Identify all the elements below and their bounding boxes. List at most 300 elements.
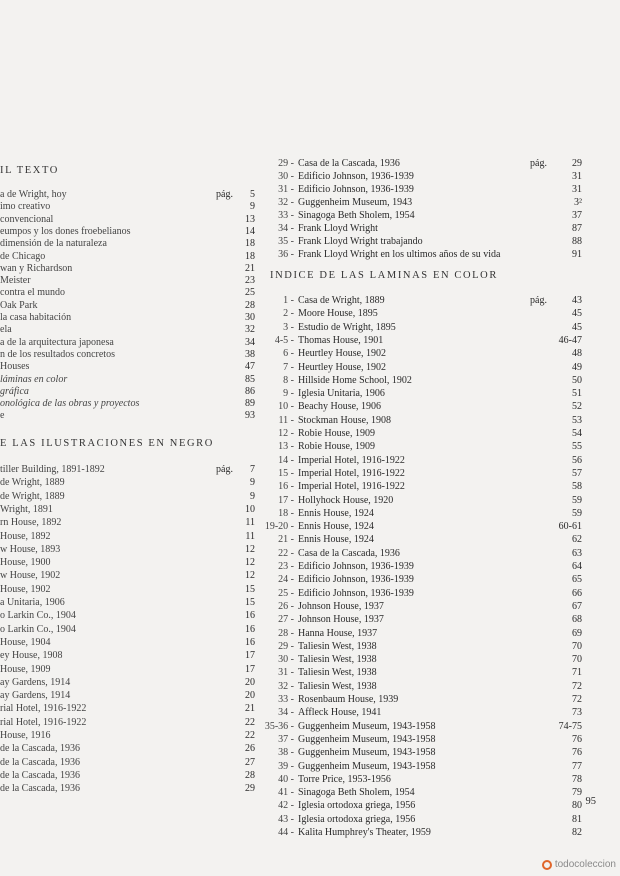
watermark-logo-icon [542, 860, 552, 870]
index-entry [262, 520, 582, 533]
entry-title: la casa habitación [0, 312, 72, 323]
entry-title: Sinagoga Beth Sholem, 1954 [298, 787, 415, 799]
entry-number: 8 - [283, 374, 294, 386]
entry-number: 2 - [283, 308, 294, 320]
entry-number: 39 - [278, 760, 294, 772]
entry-title: Hillside Home School, 1902 [298, 374, 412, 386]
index-entry [0, 782, 255, 795]
entry-page: 23 [245, 275, 255, 287]
index-entry [262, 361, 582, 374]
entry-title: w House, 1893 [0, 543, 61, 555]
entry-page: 48 [572, 348, 582, 360]
entry-page: 53 [572, 414, 582, 426]
entry-title: wan y Richardson [0, 262, 73, 274]
index-entry [262, 414, 582, 427]
entry-number: 1 - [283, 295, 294, 306]
entry-title: eumpos y los dones froebelianos [0, 225, 131, 237]
entry-title: Taliesin West, 1938 [298, 680, 377, 692]
entry-page: 27 [245, 756, 255, 768]
entry-title: Imperial Hotel, 1916-1922 [298, 481, 405, 493]
entry-page: 3² [574, 197, 582, 208]
entry-page: 9 [250, 490, 255, 502]
index-entry [0, 702, 255, 715]
entry-page: 59 [572, 494, 582, 506]
index-entry [262, 799, 582, 812]
entry-page: 80 [572, 800, 582, 812]
entry-page: 43 [572, 295, 582, 306]
index-entry [0, 609, 255, 622]
illustrations-heading: E LAS ILUSTRACIONES EN NEGRO [0, 438, 214, 449]
pag-label: pág. [530, 158, 547, 169]
index-entry [262, 693, 582, 706]
pag-label: pág. [216, 464, 233, 475]
entry-number: 33 - [278, 694, 294, 705]
entry-page: 45 [572, 321, 582, 333]
entry-page: 15 [245, 597, 255, 608]
entry-title: Houses [0, 361, 30, 373]
entry-page: 28 [245, 299, 255, 311]
index-entry [0, 286, 255, 299]
entry-number: 10 - [278, 401, 294, 413]
entry-page: 82 [572, 827, 582, 838]
entry-number: 6 - [283, 348, 294, 360]
entry-title: Thomas House, 1901 [298, 334, 384, 346]
index-entry [262, 427, 582, 440]
index-entry [0, 348, 255, 361]
entry-page: 18 [245, 238, 255, 250]
entry-number: 22 - [278, 547, 294, 559]
entry-page: 22 [245, 716, 255, 728]
entry-number: 33 - [278, 210, 294, 221]
entry-number: 14 - [278, 454, 294, 466]
index-entry [0, 237, 255, 250]
index-entry [0, 583, 255, 596]
index-entry [262, 196, 582, 209]
entry-title: de la Cascada, 1936 [0, 756, 80, 768]
entry-title: Kalita Humphrey's Theater, 1959 [298, 827, 431, 838]
index-entry [262, 560, 582, 573]
entry-page: 49 [572, 361, 582, 373]
entry-number: 4-5 - [274, 334, 294, 346]
entry-page: 56 [572, 454, 582, 466]
entry-title: de la Cascada, 1936 [0, 769, 80, 781]
index-entry [0, 311, 255, 324]
entry-number: 11 - [278, 414, 294, 426]
index-entry [0, 213, 255, 226]
entry-title: ay Gardens, 1914 [0, 690, 71, 702]
entry-title: Ennis House, 1924 [298, 534, 374, 546]
entry-page: 93 [245, 410, 255, 422]
entry-number: 44 - [278, 827, 294, 838]
index-entry [262, 480, 582, 493]
entry-title: e [0, 410, 5, 422]
entry-page: 31 [572, 184, 582, 195]
entry-number: 29 - [278, 640, 294, 652]
entry-page: 69 [572, 627, 582, 639]
entry-title: Casa de Wright, 1889 [298, 295, 385, 306]
entry-number: 29 - [278, 158, 294, 169]
entry-page: 13 [245, 213, 255, 225]
entry-page: 9 [250, 477, 255, 489]
entry-number: 24 - [278, 574, 294, 586]
entry-title: o Larkin Co., 1904 [0, 610, 76, 622]
index-entry [262, 547, 582, 560]
entry-title: Johnson House, 1937 [298, 600, 384, 612]
index-entry [0, 188, 255, 201]
entry-title: Robie House, 1909 [298, 428, 375, 439]
entry-page: 14 [245, 225, 255, 237]
index-entry [262, 170, 582, 183]
index-entry [262, 653, 582, 666]
index-entry [262, 813, 582, 826]
entry-page: 18 [245, 250, 255, 262]
index-entry [262, 613, 582, 626]
entry-title: Guggenheim Museum, 1943 [298, 197, 413, 208]
entry-page: 87 [572, 223, 582, 234]
entry-title: convencional [0, 213, 54, 225]
entry-page: 12 [245, 543, 255, 555]
index-entry [0, 200, 255, 213]
entry-page: 28 [245, 769, 255, 781]
entry-page: 70 [572, 640, 582, 652]
entry-title: ey House, 1908 [0, 650, 63, 662]
index-entry [0, 373, 255, 386]
index-entry [0, 769, 255, 782]
index-entry [262, 374, 582, 387]
index-entry [0, 503, 255, 516]
index-entry [0, 530, 255, 543]
entry-page: 74-75 [558, 720, 582, 732]
entry-number: 17 - [278, 494, 294, 506]
entry-number: 19-20 - [264, 521, 294, 533]
entry-page: 78 [572, 773, 582, 785]
index-entry [262, 680, 582, 693]
entry-title: ela [0, 324, 12, 336]
index-entry [262, 627, 582, 640]
entry-title: House, 1916 [0, 730, 51, 741]
entry-title: Ennis House, 1924 [298, 507, 374, 519]
entry-page: 34 [245, 336, 255, 348]
entry-title: Sinagoga Beth Sholem, 1954 [298, 210, 415, 221]
entry-number: 25 - [278, 587, 294, 599]
index-entry [262, 826, 582, 839]
entry-page: 63 [572, 547, 582, 559]
entry-title: Imperial Hotel, 1916-1922 [298, 454, 405, 466]
entry-title: a de Wright, hoy [0, 189, 67, 200]
index-entry [0, 262, 255, 275]
entry-page: 71 [572, 667, 582, 679]
entry-title: de Chicago [0, 250, 46, 262]
entry-number: 15 - [278, 467, 294, 479]
entry-number: 27 - [278, 614, 294, 626]
entry-page: 9 [250, 201, 255, 213]
entry-title: onológica de las obras y proyectos [0, 398, 140, 410]
entry-number: 9 - [283, 388, 294, 400]
watermark-text: todocoleccion [554, 859, 616, 870]
index-entry [262, 157, 582, 170]
entry-page: 72 [572, 694, 582, 705]
index-entry [0, 476, 255, 489]
index-entry [262, 746, 582, 759]
entry-number: 30 - [278, 654, 294, 666]
index-entry [262, 440, 582, 453]
entry-number: 7 - [283, 361, 294, 373]
entry-page: 59 [572, 507, 582, 519]
entry-title: House, 1900 [0, 557, 51, 569]
entry-page: 32 [245, 324, 255, 336]
index-entry [262, 600, 582, 613]
entry-title: Guggenheim Museum, 1943-1958 [298, 733, 436, 745]
entry-title: Moore House, 1895 [298, 308, 378, 320]
entry-title: Edificio Johnson, 1936-1939 [298, 171, 414, 182]
index-entry [262, 222, 582, 235]
entry-number: 21 - [278, 534, 294, 546]
entry-title: Iglesia Unitaria, 1906 [298, 388, 385, 400]
index-entry [0, 649, 255, 662]
index-entry [262, 573, 582, 586]
entry-number: 35 - [278, 236, 294, 247]
entry-title: gráfica [0, 385, 29, 397]
index-entry [262, 773, 582, 786]
entry-page: 76 [572, 733, 582, 745]
index-entry [262, 533, 582, 546]
index-entry [262, 387, 582, 400]
entry-title: rial Hotel, 1916-1922 [0, 716, 87, 728]
index-entry [262, 507, 582, 520]
entry-title: tiller Building, 1891-1892 [0, 464, 105, 475]
entry-title: Casa de la Cascada, 1936 [298, 547, 400, 559]
entry-number: 26 - [278, 600, 294, 612]
entry-page: 66 [572, 587, 582, 599]
entry-page: 65 [572, 574, 582, 586]
entry-page: 26 [245, 743, 255, 755]
entry-title: Rosenbaum House, 1939 [298, 694, 399, 705]
index-entry [0, 663, 255, 676]
index-entry [262, 209, 582, 222]
entry-number: 42 - [278, 800, 294, 812]
index-entry [262, 307, 582, 320]
entry-title: Frank Lloyd Wright en los ultimos años de su vida [298, 249, 501, 260]
entry-title: Hollyhock House, 1920 [298, 494, 394, 506]
entry-title: o Larkin Co., 1904 [0, 623, 76, 635]
index-entry [262, 733, 582, 746]
index-entry [0, 299, 255, 312]
index-entry [0, 689, 255, 702]
entry-page: 16 [245, 623, 255, 635]
entry-title: de Wright, 1889 [0, 490, 65, 502]
entry-title: de la Cascada, 1936 [0, 743, 80, 755]
index-entry [262, 786, 582, 799]
entry-page: 17 [245, 663, 255, 675]
entry-page: 60-61 [558, 521, 582, 533]
entry-number: 28 - [278, 627, 294, 639]
index-entry [0, 360, 255, 373]
entry-page: 29 [572, 158, 582, 169]
index-entry [262, 494, 582, 507]
entry-title: Taliesin West, 1938 [298, 640, 377, 652]
entry-page: 89 [245, 398, 255, 410]
entry-page: 5 [250, 189, 255, 200]
index-entry [0, 274, 255, 287]
entry-title: Johnson House, 1937 [298, 614, 384, 626]
entry-title: Imperial Hotel, 1916-1922 [298, 467, 405, 479]
entry-page: 12 [245, 570, 255, 582]
entry-title: House, 1902 [0, 583, 51, 595]
entry-title: Taliesin West, 1938 [298, 667, 377, 679]
entry-number: 34 - [278, 707, 294, 719]
index-entry [0, 225, 255, 238]
entry-page: 73 [572, 707, 582, 719]
index-entry [262, 183, 582, 196]
index-entry [262, 294, 582, 307]
entry-page: 45 [572, 308, 582, 320]
index-entry [0, 323, 255, 336]
entry-page: 50 [572, 374, 582, 386]
entry-title: Heurtley House, 1902 [298, 361, 387, 373]
index-entry [0, 490, 255, 503]
entry-page: 25 [245, 287, 255, 299]
entry-number: 13 - [278, 441, 294, 453]
index-entry [262, 347, 582, 360]
index-entry [262, 720, 582, 733]
left-heading: IL TEXTO [0, 165, 59, 176]
entry-page: 72 [572, 680, 582, 692]
entry-page: 47 [245, 361, 255, 373]
entry-number: 31 - [278, 184, 294, 195]
index-entry [0, 636, 255, 649]
entry-number: 31 - [278, 667, 294, 679]
entry-title: Robie House, 1909 [298, 441, 375, 453]
entry-number: 30 - [278, 171, 294, 182]
color-plates-heading: INDICE DE LAS LAMINAS EN COLOR [270, 270, 498, 281]
entry-number: 32 - [278, 680, 294, 692]
entry-title: Iglesia ortodoxa griega, 1956 [298, 800, 416, 812]
pag-label: pág. [530, 295, 547, 306]
index-entry [262, 334, 582, 347]
entry-title: House, 1909 [0, 663, 51, 675]
entry-page: 21 [245, 262, 255, 274]
entry-page: 29 [245, 783, 255, 795]
entry-page: 12 [245, 557, 255, 569]
entry-page: 17 [245, 650, 255, 662]
entry-number: 43 - [278, 813, 294, 825]
index-entry [0, 516, 255, 529]
entry-title: imo creativo [0, 201, 51, 213]
index-entry [0, 409, 255, 422]
entry-title: de la Cascada, 1936 [0, 783, 80, 795]
entry-number: 36 - [278, 249, 294, 260]
index-entry [0, 729, 255, 742]
entry-page: 15 [245, 583, 255, 595]
entry-number: 38 - [278, 747, 294, 759]
entry-page: 62 [572, 534, 582, 546]
entry-title: láminas en color [0, 373, 68, 385]
entry-number: 18 - [278, 507, 294, 519]
index-entry [262, 454, 582, 467]
entry-title: Frank Lloyd Wright [298, 223, 378, 234]
entry-title: Edificio Johnson, 1936-1939 [298, 587, 414, 599]
entry-number: 23 - [278, 561, 294, 572]
entry-page: 76 [572, 747, 582, 759]
index-entry [0, 676, 255, 689]
entry-page: 54 [572, 428, 582, 439]
entry-page: 77 [572, 760, 582, 772]
entry-title: Oak Park [0, 299, 38, 311]
entry-page: 79 [572, 787, 582, 799]
entry-page: 58 [572, 481, 582, 493]
entry-title: n de los resultados concretos [0, 348, 115, 360]
watermark [542, 859, 616, 870]
entry-page: 22 [245, 730, 255, 741]
index-entry [0, 556, 255, 569]
page-number: 95 [585, 796, 596, 807]
entry-title: House, 1892 [0, 530, 51, 542]
entry-page: 52 [572, 401, 582, 413]
entry-page: 91 [572, 249, 582, 260]
entry-page: 46-47 [558, 334, 582, 346]
entry-title: dimensión de la naturaleza [0, 238, 107, 250]
index-entry [0, 543, 255, 556]
entry-title: Casa de la Cascada, 1936 [298, 158, 400, 169]
entry-title: Ennis House, 1924 [298, 521, 374, 533]
entry-title: de Wright, 1889 [0, 477, 65, 489]
entry-page: 57 [572, 467, 582, 479]
entry-title: Guggenheim Museum, 1943-1958 [298, 720, 436, 732]
entry-number: 3 - [283, 321, 294, 333]
entry-number: 37 - [278, 733, 294, 745]
index-entry [0, 336, 255, 349]
entry-title: Guggenheim Museum, 1943-1958 [298, 760, 436, 772]
index-entry [0, 463, 255, 476]
index-entry [262, 400, 582, 413]
entry-title: Edificio Johnson, 1936-1939 [298, 184, 414, 195]
entry-title: Torre Price, 1953-1956 [298, 773, 391, 785]
entry-title: Edificio Johnson, 1936-1939 [298, 574, 414, 586]
entry-page: 88 [572, 236, 582, 247]
index-entry [0, 716, 255, 729]
entry-page: 85 [245, 373, 255, 385]
entry-page: 55 [572, 441, 582, 453]
entry-page: 31 [572, 171, 582, 182]
entry-number: 12 - [278, 428, 294, 439]
index-entry [0, 596, 255, 609]
entry-title: Beachy House, 1906 [298, 401, 382, 413]
index-entry [262, 666, 582, 679]
index-entry [0, 397, 255, 410]
entry-number: 32 - [278, 197, 294, 208]
entry-page: 67 [572, 600, 582, 612]
entry-page: 20 [245, 676, 255, 688]
entry-title: Estudio de Wright, 1895 [298, 321, 396, 333]
entry-page: 20 [245, 690, 255, 702]
entry-page: 10 [245, 503, 255, 515]
entry-page: 21 [245, 703, 255, 715]
index-entry [262, 640, 582, 653]
entry-page: 70 [572, 654, 582, 666]
entry-number: 41 - [278, 787, 294, 799]
index-entry [262, 467, 582, 480]
entry-page: 86 [245, 385, 255, 397]
index-entry [262, 235, 582, 248]
entry-page: 64 [572, 561, 582, 572]
entry-title: a de la arquitectura japonesa [0, 336, 114, 348]
index-entry [0, 569, 255, 582]
entry-title: Meister [0, 275, 31, 287]
entry-title: Taliesin West, 1938 [298, 654, 377, 666]
index-entry [0, 250, 255, 263]
index-entry [262, 248, 582, 261]
entry-title: Wright, 1891 [0, 503, 53, 515]
